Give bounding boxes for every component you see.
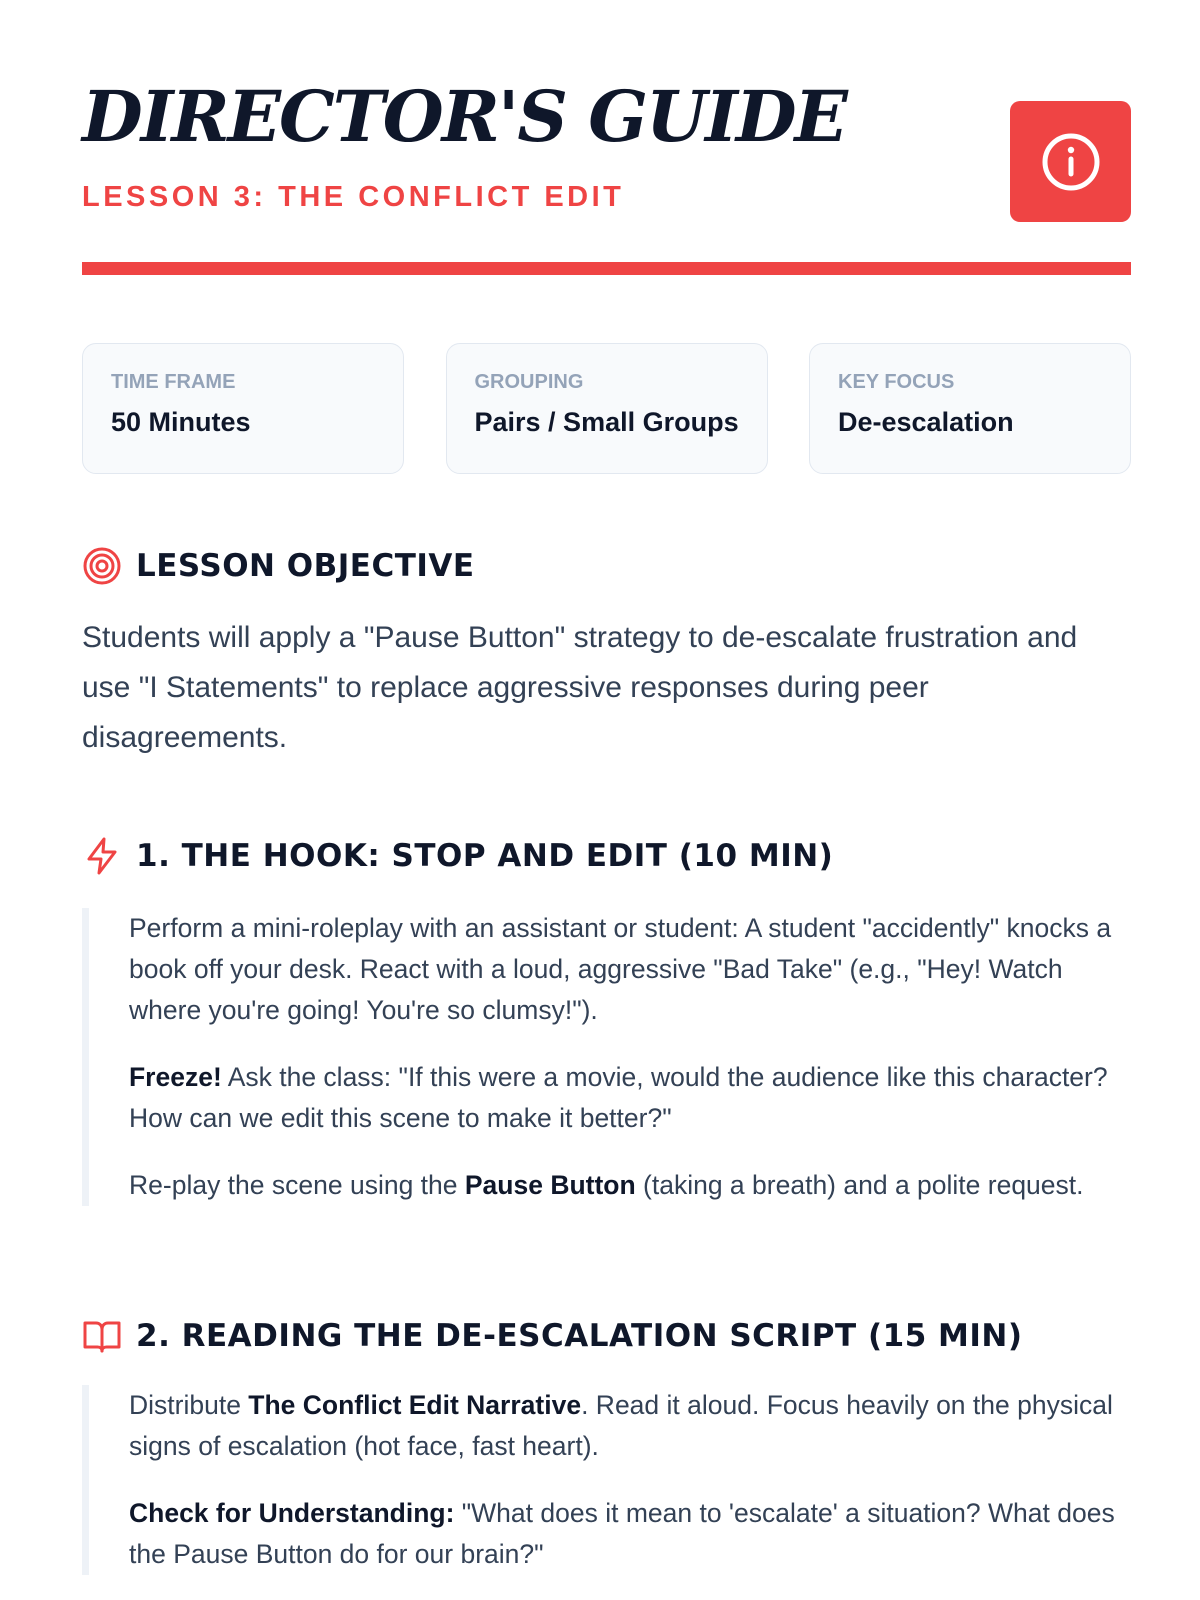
card-value: 50 Minutes [111,407,251,437]
hook-paragraph-1: Perform a mini-roleplay with an assistant or student: A student "accidently" knocks a book off your desk. React with a loud, aggressive "Bad Take" (e.g., "Hey! Watch where you're going! You're so clumsy!"). [129,913,1112,1025]
card-value: Pairs / Small Groups [474,407,739,437]
page-header [82,0,1131,276]
reading-heading [82,1316,1023,1356]
info-card-time-frame [82,343,404,474]
hook-paragraph-3 [129,1165,1131,1206]
reading-paragraph-2 [129,1493,1131,1575]
objective-heading [82,546,475,586]
header-divider [82,262,1131,275]
lesson-info-cards [82,343,1131,474]
hook-paragraph-3-pre: Re-play the scene using the [129,1170,465,1200]
card-value: De-escalation [838,407,1014,437]
info-card-key-focus [809,343,1131,474]
pause-button-emphasis: Pause Button [464,1170,636,1200]
narrative-title-emphasis: The Conflict Edit Narrative [248,1390,582,1420]
info-button[interactable] [1010,101,1131,222]
card-label: TIME FRAME [111,371,236,393]
section-title: LESSON OBJECTIVE [136,548,475,584]
section-title: 2. READING THE DE-ESCALATION SCRIPT (15 MIN) [136,1318,1023,1354]
lightning-icon [82,836,122,876]
reading-paragraph-1-post: . Read it aloud. Focus heavily on the physical signs of escalation (hot face, fast heart). [129,1390,1113,1461]
info-icon [1039,130,1103,194]
target-icon [82,546,122,586]
card-label: KEY FOCUS [838,371,955,393]
reading-paragraph-1 [129,1385,1131,1467]
reading-paragraph-2-text: "What does it mean to 'escalate' a situation? What does the Pause Button do for our brain?" [129,1498,1115,1569]
directors-guide-page [82,0,1131,1569]
hook-paragraph-2-text: Ask the class: "If this were a movie, would the audience like this character? How can we edit this scene to make it better?" [129,1062,1108,1133]
card-label: GROUPING [474,371,584,393]
objective-text: Students will apply a "Pause Button" strategy to de-escalate frustration and use "I Statements" to replace aggressive responses during peer disagreements. [82,621,1078,754]
freeze-emphasis: Freeze! [129,1062,222,1092]
book-icon [82,1316,122,1356]
hook-paragraph-2 [129,1057,1131,1139]
hook-heading [82,836,833,876]
info-card-grouping [446,343,768,474]
hook-paragraph-3-post: (taking a breath) and a polite request. [635,1170,1084,1200]
page-title: DIRECTOR'S GUIDE [82,75,846,158]
lesson-subtitle: LESSON 3: THE CONFLICT EDIT [82,181,625,213]
reading-paragraph-1-pre: Distribute [129,1390,249,1420]
hook-body [82,908,1131,1206]
reading-body [82,1385,1131,1575]
check-understanding-emphasis: Check for Understanding: [129,1498,455,1528]
section-title: 1. THE HOOK: STOP AND EDIT (10 MIN) [136,838,834,874]
